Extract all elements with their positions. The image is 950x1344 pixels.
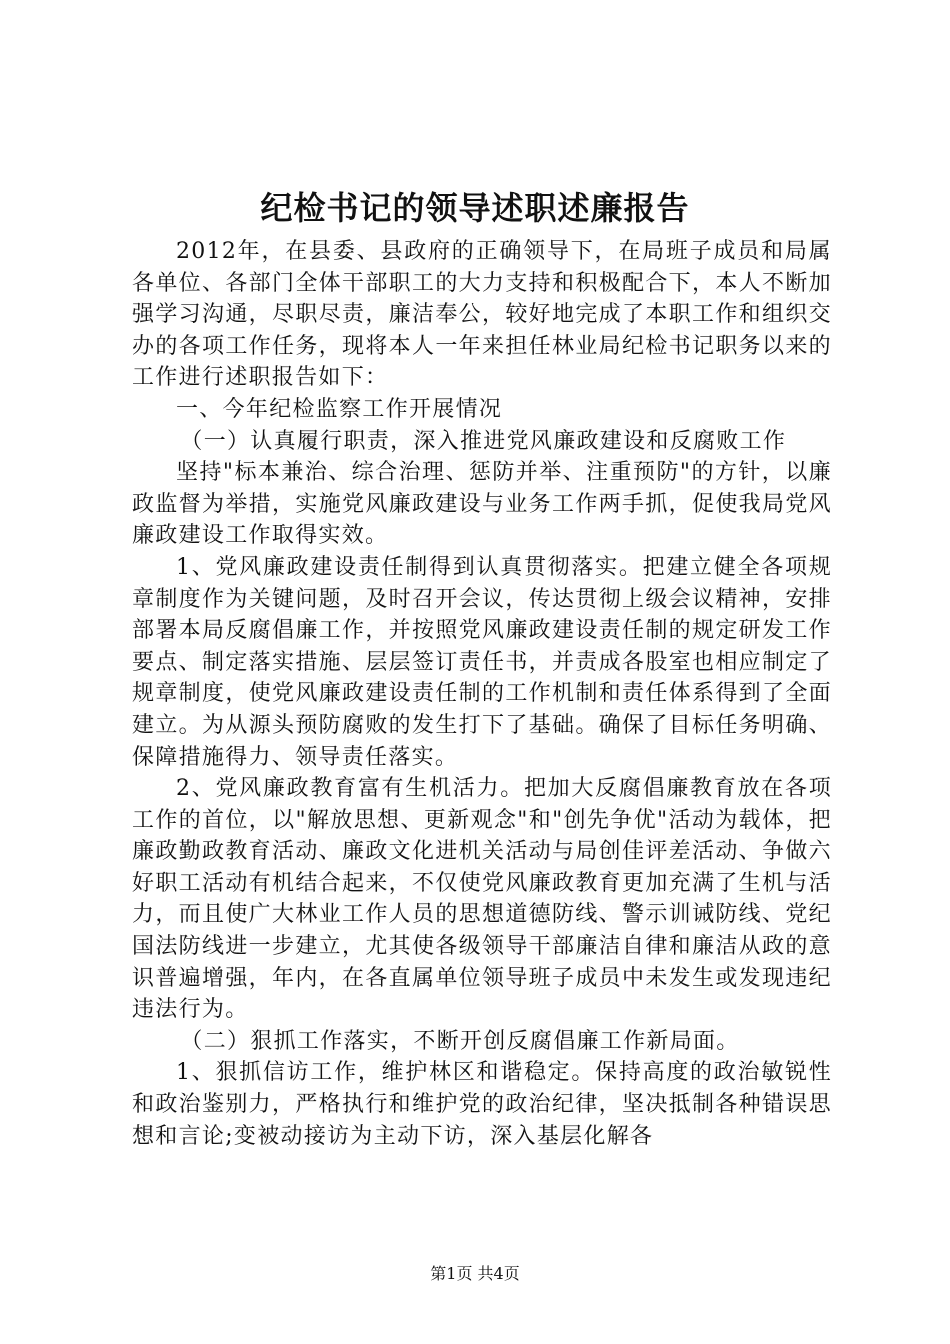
paragraph-item-2: 2、党风廉政教育富有生机活力。把加大反腐倡廉教育放在各项工作的首位，以"解放思想、更新观念"和"创先争优"活动为载体，把廉政勤政教育活动、廉政文化进机关活动与局创佳评差活动、争做六好职工活动有机结合起来，不仅使党风廉政教育更加充满了生机与活力，而且使广大林业工作人员的思想道德防线、警示训诫防线、党纪国法防线进一步建立，尤其使各级领导干部廉洁自律和廉洁从政的意识普遍增强，年内，在各直属单位领导班子成员中未发生或发现违纪违法行为。 bbox=[132, 776, 832, 1023]
paragraph-item-3: 1、狠抓信访工作，维护林区和谐稳定。保持高度的政治敏锐性和政治鉴别力，严格执行和维护党的政治纪律，坚决抵制各种错误思想和言论;变被动接访为主动下访，深入基层化解各 bbox=[132, 1060, 832, 1149]
paragraph-intro: 2012年，在县委、县政府的正确领导下，在局班子成员和局属各单位、各部门全体干部职工的大力支持和积极配合下，本人不断加强学习沟通，尽职尽责，廉洁奉公，较好地完成了本职工作和组织交办的各项工作任务，现将本人一年来担任林业局纪检书记职务以来的工作进行述职报告如下： bbox=[132, 239, 832, 391]
page-number: 第1页 共4页 bbox=[430, 1264, 520, 1283]
section-heading-1: 一、今年纪检监察工作开展情况 bbox=[176, 396, 503, 422]
subsection-heading-1: （一）认真履行职责，深入推进党风廉政建设和反腐败工作 bbox=[180, 428, 787, 454]
document-title: 纪检书记的领导述职述廉报告 bbox=[260, 189, 690, 227]
paragraph-policy: 坚持"标本兼治、综合治理、惩防并举、注重预防"的方针，以廉政监督为举措，实施党风廉政建设与业务工作两手抓，促使我局党风廉政建设工作取得实效。 bbox=[132, 460, 832, 549]
subsection-heading-2: （二）狠抓工作落实，不断开创反腐倡廉工作新局面。 bbox=[180, 1028, 740, 1054]
paragraph-item-1: 1、党风廉政建设责任制得到认真贯彻落实。把建立健全各项规章制度作为关键问题，及时召开会议，传达贯彻上级会议精神，安排部署本局反腐倡廉工作，并按照党风廉政建设责任制的规定研发工作要点、制定落实措施、层层签订责任书，并责成各股室也相应制定了规章制度，使党风廉政建设责任制的工作机制和责任体系得到了全面建立。为从源头预防腐败的发生打下了基础。确保了目标任务明确、保障措施得力、领导责任落实。 bbox=[132, 554, 832, 770]
document-body bbox=[132, 236, 832, 1152]
